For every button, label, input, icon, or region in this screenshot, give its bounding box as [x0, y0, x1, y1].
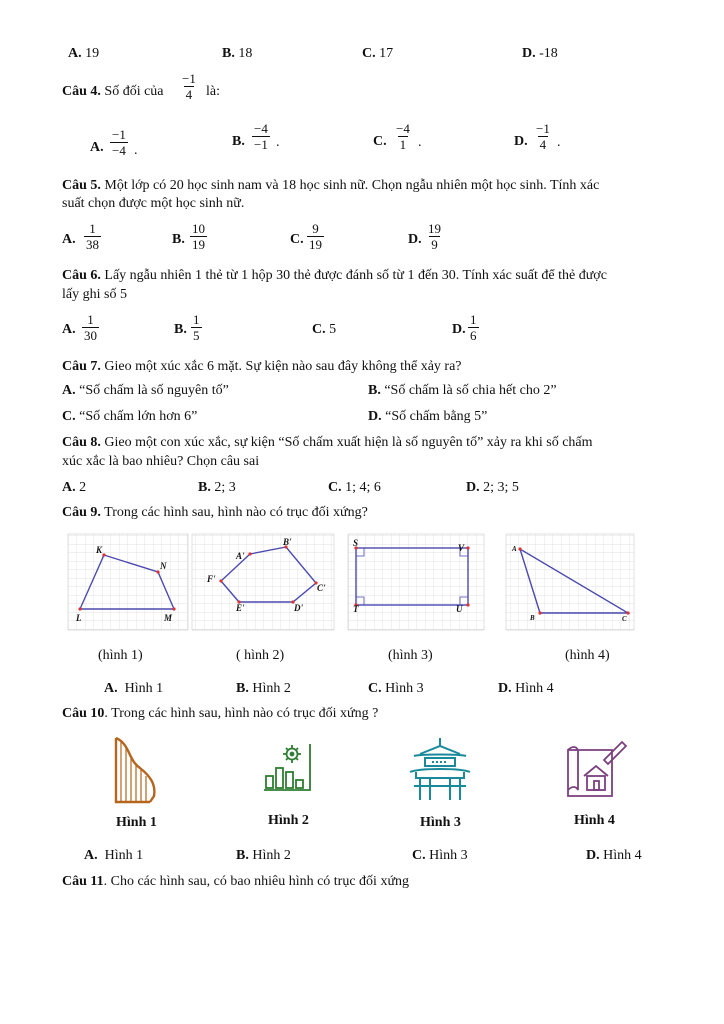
- q3-option-d: D. -18: [522, 46, 558, 61]
- q6-option-a-letter: A.: [62, 322, 76, 337]
- q9-fig1-label-n: N: [160, 561, 167, 571]
- q4-option-d-dot: .: [557, 135, 561, 150]
- q5-option-b-frac: 10 19: [192, 221, 205, 252]
- q11-question: Câu 11. Cho các hình sau, có bao nhiêu hình có trục đối xứng: [62, 874, 410, 889]
- q9-fig1-label-l: L: [76, 613, 82, 623]
- q10-question: Câu 10. Trong các hình sau, hình nào có trục đối xứng ?: [62, 706, 379, 721]
- q8-option-a: A. 2: [62, 480, 87, 495]
- q6-option-d-frac: 1 6: [470, 312, 477, 343]
- q4-option-b-letter: B.: [232, 134, 245, 149]
- q5-question-line2: suất chọn được một học sinh nữ.: [62, 196, 245, 211]
- q7-option-a: A. “Số chấm là số nguyên tố”: [62, 383, 229, 398]
- q4-option-b-dot: .: [276, 135, 280, 150]
- q9-caption-4: (hình 4): [565, 648, 610, 663]
- q8-question-line1: Câu 8. Gieo một con xúc xắc, sự kiện “Số chấm xuất hiện là số nguyên tố” xảy ra khi số chấm: [62, 435, 593, 450]
- q3-option-c: C. 17: [362, 46, 394, 61]
- q9-fig2-label-a: A': [236, 551, 245, 561]
- q4-option-c-letter: C.: [373, 134, 387, 149]
- house-plan-icon: [568, 742, 626, 796]
- q9-fig3-label-v: V: [458, 543, 465, 553]
- q7-question: Câu 7. Gieo một xúc xắc 6 mặt. Sự kiện nào sau đây không thể xảy ra?: [62, 359, 462, 374]
- q9-option-c: C. Hình 3: [368, 681, 424, 696]
- q7-option-d: D. “Số chấm bằng 5”: [368, 409, 488, 424]
- q4-option-a-dot: .: [134, 143, 138, 158]
- q9-fig4-grid: [506, 534, 634, 630]
- q10-icons: [0, 730, 724, 810]
- q9-fig2-label-b: B': [283, 537, 292, 547]
- q4-option-d-letter: D.: [514, 134, 528, 149]
- q3-option-a: A. 19: [68, 46, 100, 61]
- q8-option-b: B. 2; 3: [198, 480, 236, 495]
- q9-fig2-label-e: E': [236, 603, 245, 613]
- q6-option-a-frac: 1 30: [84, 312, 97, 343]
- q6-question-line1: Câu 6. Lấy ngẫu nhiên 1 thẻ từ 1 hộp 30 thẻ được đánh số từ 1 đến 30. Tính xác suất để thẻ được: [62, 268, 607, 283]
- q9-fig3-label-t: T: [353, 604, 359, 614]
- q10-option-d: D. Hình 4: [586, 848, 642, 863]
- q4-option-b-frac: −4 −1: [254, 121, 268, 152]
- q8-option-c: C. 1; 4; 6: [328, 480, 381, 495]
- q6-option-d-letter: D.: [452, 322, 466, 337]
- q9-fig4-label-a: A: [512, 545, 517, 553]
- q4-question: Câu 4. Số đối của: [62, 84, 164, 99]
- q10-option-c: C. Hình 3: [412, 848, 468, 863]
- q9-option-b: B. Hình 2: [236, 681, 291, 696]
- q5-option-b-letter: B.: [172, 232, 185, 247]
- q6-option-b-letter: B.: [174, 322, 187, 337]
- q9-fig2-label-c: C': [317, 583, 326, 593]
- q9-fig2-label-f: F': [207, 574, 216, 584]
- q9-caption-3: (hình 3): [388, 648, 433, 663]
- q9-fig4-label-c: C: [622, 615, 627, 623]
- q9-option-a: A. Hình 1: [104, 681, 164, 696]
- q6-question-line2: lấy ghi số 5: [62, 287, 127, 302]
- q9-option-d: D. Hình 4: [498, 681, 554, 696]
- q4-option-d-frac: −1 4: [536, 121, 550, 152]
- q4-option-c-dot: .: [418, 135, 422, 150]
- q9-question: Câu 9. Trong các hình sau, hình nào có trục đối xứng?: [62, 505, 368, 520]
- q6-option-c: C. 5: [312, 322, 337, 337]
- q5-option-c-frac: 9 19: [309, 221, 322, 252]
- q9-caption-1: (hình 1): [98, 648, 143, 663]
- q9-fig3-label-u: U: [456, 604, 463, 614]
- q4-option-a-letter: A.: [90, 140, 104, 155]
- q7-option-c: C. “Số chấm lớn hơn 6”: [62, 409, 198, 424]
- q5-option-a-frac: 1 38: [86, 221, 99, 252]
- q9-fig3-label-s: S: [353, 538, 359, 548]
- q8-question-line2: xúc xắc là bao nhiêu? Chọn câu sai: [62, 454, 260, 469]
- q9-fig1-label-k: K: [96, 545, 103, 555]
- q10-caption-4: Hình 4: [574, 813, 615, 828]
- q5-option-a-letter: A.: [62, 232, 76, 247]
- q7-option-b: B. “Số chấm là số chia hết cho 2”: [368, 383, 557, 398]
- q9-caption-2: ( hình 2): [236, 648, 285, 663]
- q8-option-d: D. 2; 3; 5: [466, 480, 519, 495]
- pagoda-icon: [410, 738, 470, 800]
- q10-option-b: B. Hình 2: [236, 848, 291, 863]
- q4-option-c-frac: −4 1: [396, 121, 410, 152]
- q9-fig4-label-b: B: [530, 614, 535, 622]
- q9-fig2-label-d: D': [294, 603, 303, 613]
- q5-option-d-frac: 19 9: [428, 221, 441, 252]
- q6-option-b-frac: 1 5: [193, 312, 200, 343]
- q10-caption-2: Hình 2: [268, 813, 309, 828]
- chart-virus-icon: [264, 744, 310, 790]
- q5-question-line1: Câu 5. Một lớp có 20 học sinh nam và 18 học sinh nữ. Chọn ngẫu nhiên một học sinh. Tính xác: [62, 178, 600, 193]
- q4-fraction: −1 4: [182, 71, 196, 102]
- q9-fig1-label-m: M: [164, 613, 173, 623]
- q4-question-end: là:: [206, 84, 220, 99]
- q5-option-d-letter: D.: [408, 232, 422, 247]
- q10-option-a: A. Hình 1: [84, 848, 144, 863]
- q10-caption-3: Hình 3: [420, 815, 461, 830]
- q3-option-b: B. 18: [222, 46, 253, 61]
- q10-caption-1: Hình 1: [116, 815, 157, 830]
- q5-option-c-letter: C.: [290, 232, 304, 247]
- harp-icon: [116, 738, 154, 802]
- q4-option-a-frac: −1 −4: [112, 127, 126, 158]
